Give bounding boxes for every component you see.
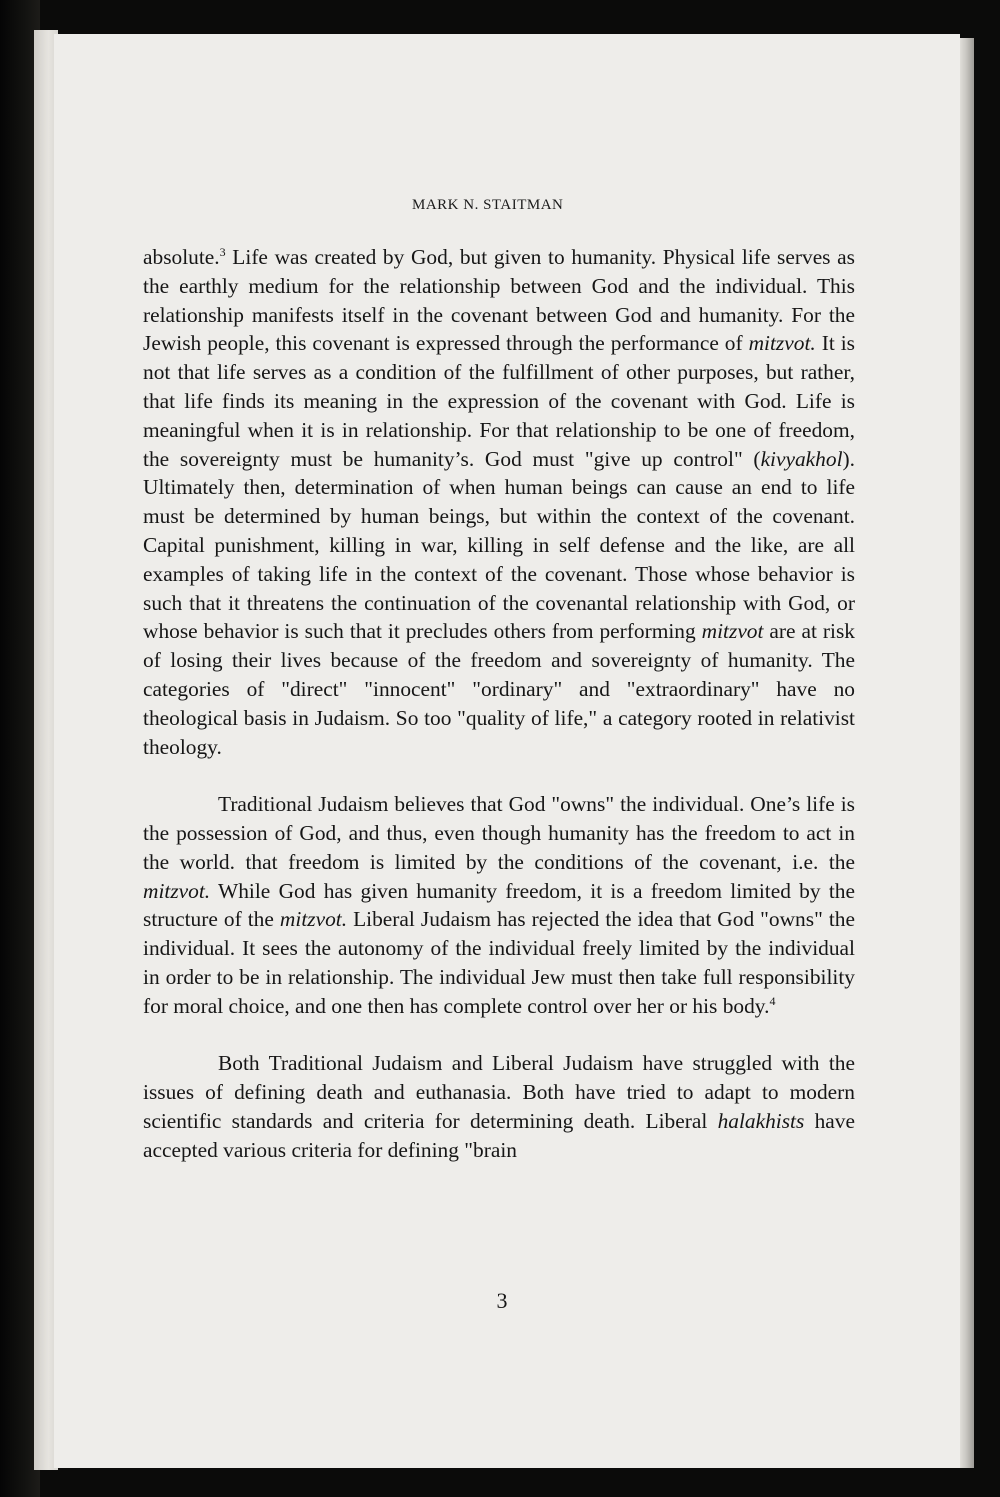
footnote-marker: 4 [769, 993, 776, 1008]
text-run: ). Ultimately then, determination of when human beings can cause an end to life must be determined by human beings, but within the context of the covenant. Capital punishment, killing in war, killing in self defense and the like, are all examples of taking life in the context of the covenant. Those whose behavior is such that it threatens the continuation of the covenantal relationship with God, or whose behavior is such that it precludes others from performing [143, 446, 855, 644]
italic-term: mitzvot. [143, 878, 211, 903]
text-run: Life was created by God, but given to humanity. Physical life serves as the earthly medium for the relationship between God and the individual. This relationship manifests itself in the covenant between God and humanity. For the Jewish people, this covenant is expressed through the performance of [143, 245, 855, 356]
text-run: have accepted various criteria for defining "brain [143, 1108, 855, 1162]
paragraph-1 [143, 243, 855, 761]
running-head: MARK N. STAITMAN [412, 197, 564, 213]
italic-term: kivyakhol [760, 446, 843, 471]
italic-term: mitzvot. [748, 331, 816, 356]
text-run: Both Traditional Judaism and Liberal Judaism have struggled with the issues of defining death and euthanasia. Both have tried to adapt to modern scientific standards and criteria for determining death. Liberal [143, 1051, 855, 1133]
text-run: absolute. [143, 245, 220, 269]
paragraph-2 [143, 790, 855, 1020]
text-run: are at risk of losing their lives because of the freedom and sovereignty of humanity. The categories of "direct" "innocent" "ordinary" and "extraordinary" have no theological basis in Judaism. So too "quality of life," a category rooted in relativist theology. [143, 619, 855, 759]
text-run: While God has given humanity freedom, it is a freedom limited by the structure of the [143, 878, 855, 932]
footnote-marker: 3 [219, 244, 226, 259]
paragraph-3 [143, 1049, 855, 1164]
text-run: Traditional Judaism believes that God "owns" the individual. One’s life is the possession of God, and thus, even though humanity has the freedom to act in the world. that freedom is limited by the conditions of the covenant, i.e. the [143, 792, 855, 874]
italic-term: halakhists [717, 1108, 805, 1133]
text-run: It is not that life serves as a condition of the fulfillment of other purposes, but rather, that life finds its meaning in the expression of the covenant with God. Life is meaningful when it is in relationship. For that relationship to be one of freedom, the sovereignty must be humanity’s. God must "give up control" ( [143, 331, 856, 471]
italic-term: mitzvot. [279, 907, 348, 932]
body-text [143, 243, 855, 1165]
italic-term: mitzvot [701, 619, 764, 644]
page-number: 3 [496, 1288, 508, 1313]
page-stack-edge [958, 38, 974, 1468]
text-run: Liberal Judaism has rejected the idea that God "owns" the individual. It sees the autonomy of the individual freely limited by the individual in order to be in relationship. The individual Jew must then take full responsibility for moral choice, and one then has complete control over her or his body. [143, 907, 855, 1018]
